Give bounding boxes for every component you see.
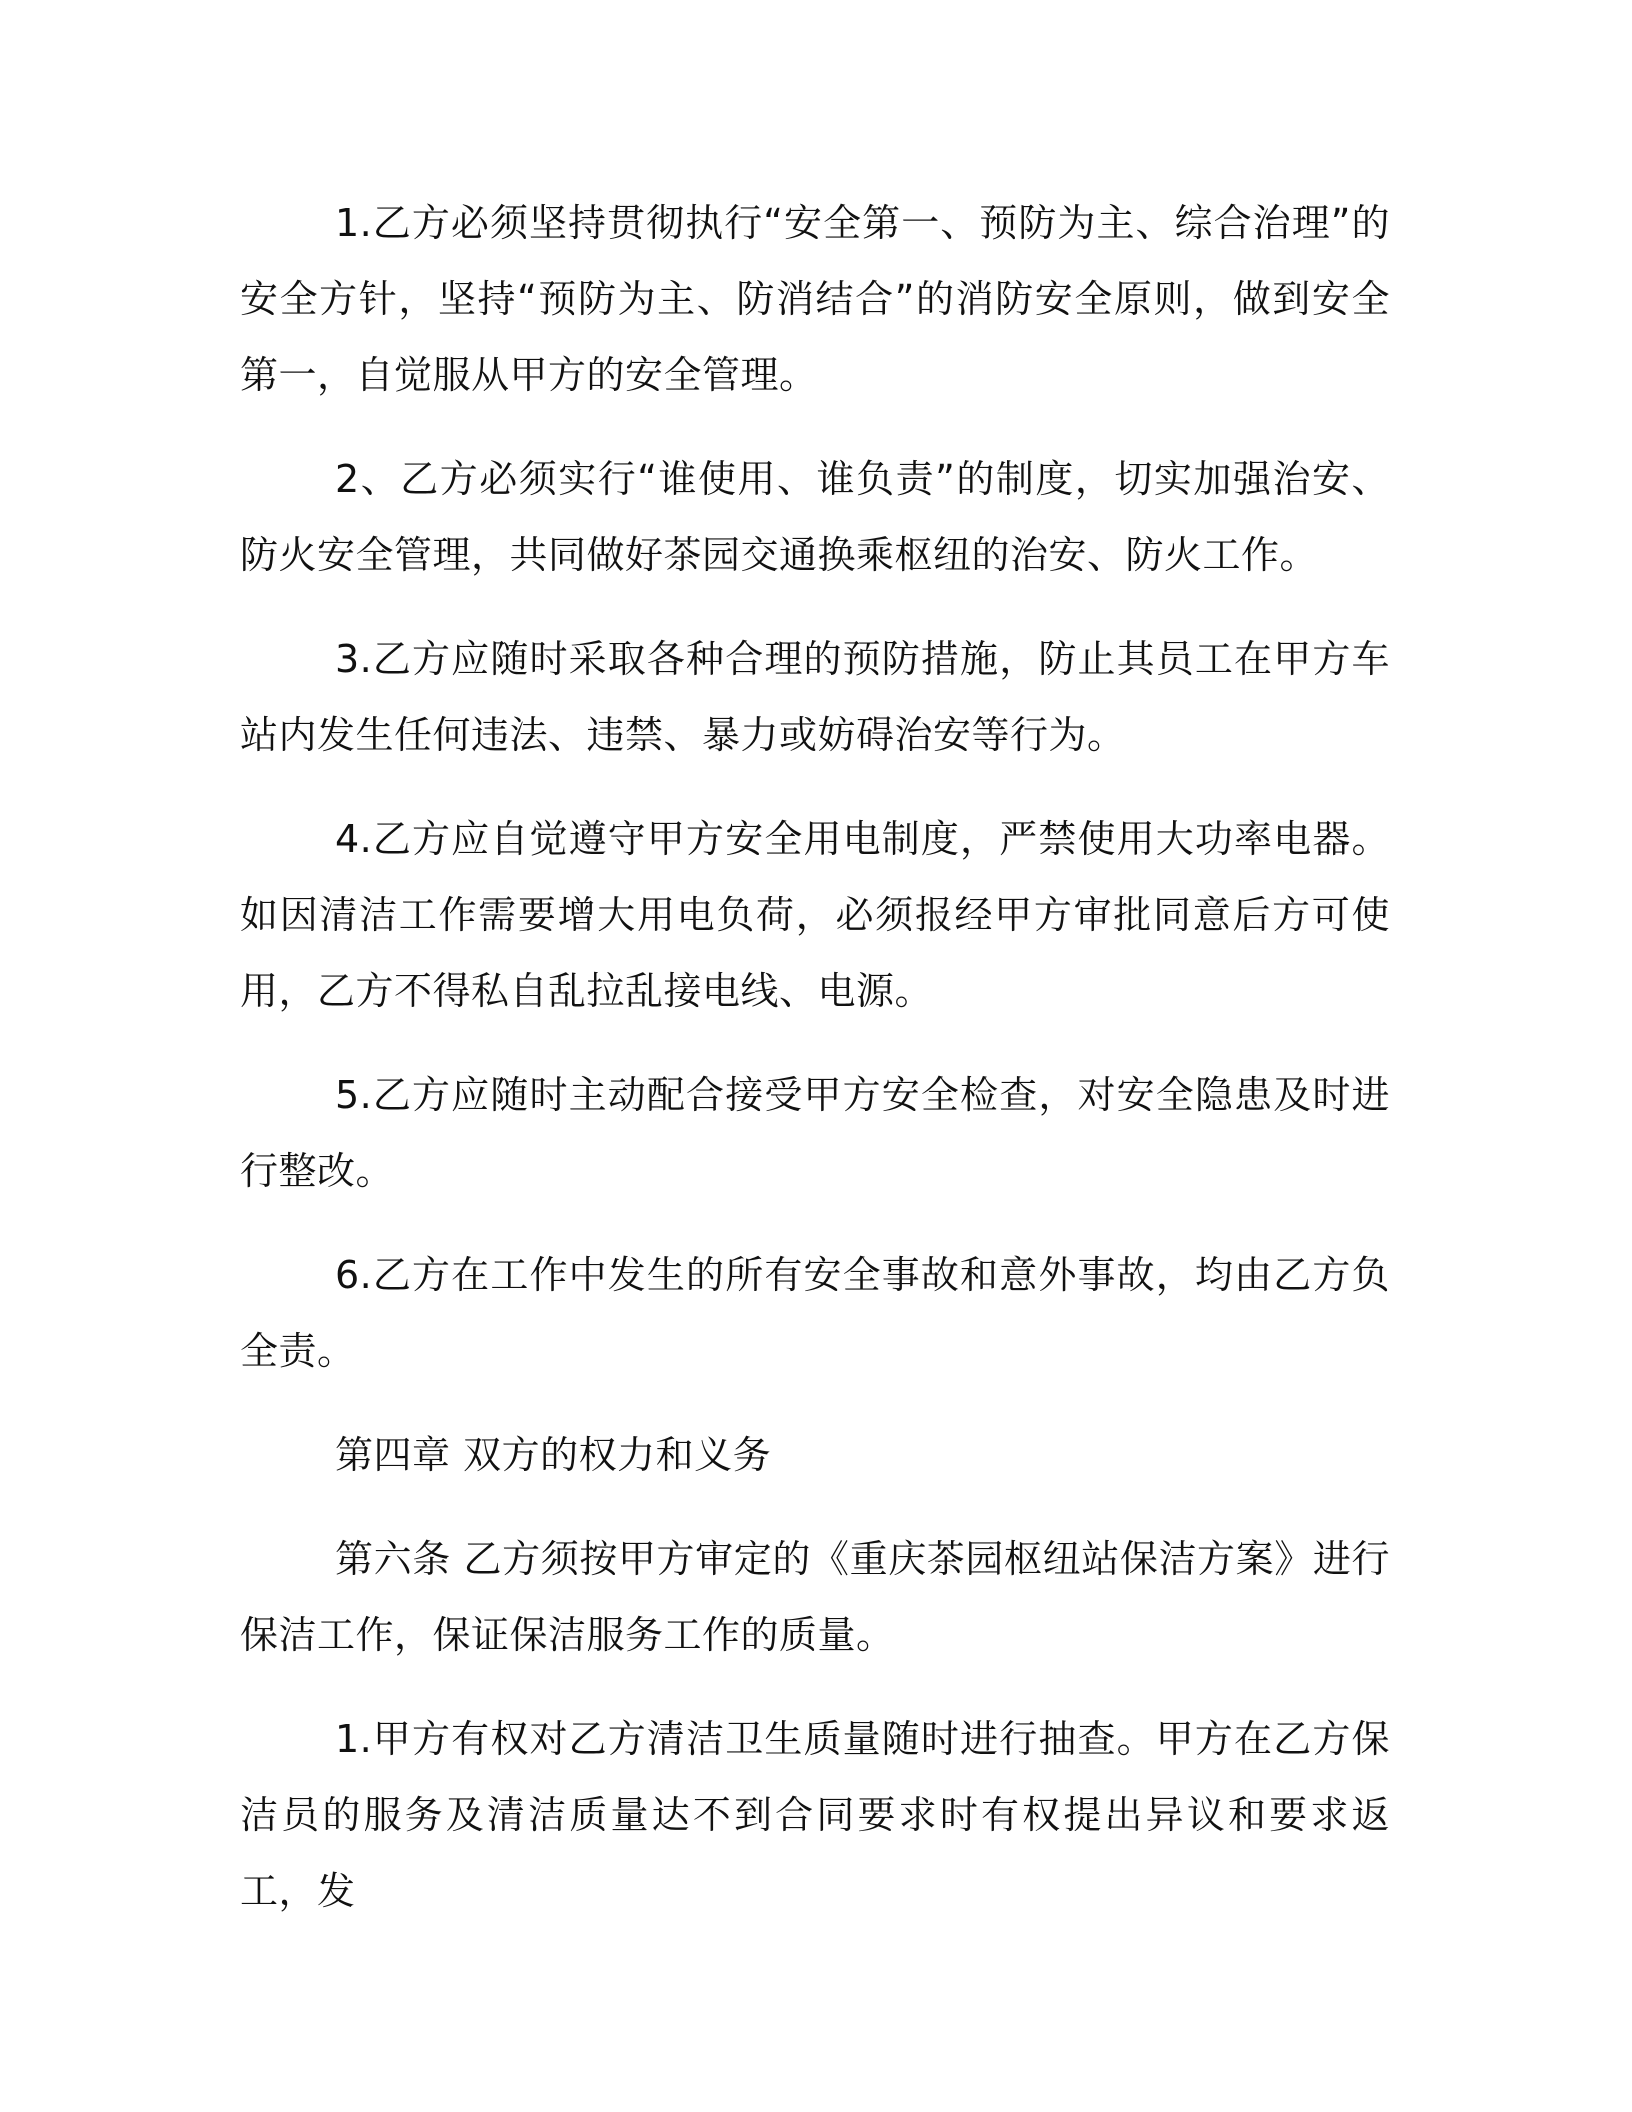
paragraph-prevention-measures: 3.乙方应随时采取各种合理的预防措施，防止其员工在甲方车站内发生任何违法、违禁、暴力或妨碍治安等行为。	[240, 637, 1390, 757]
paragraph-accident-liability: 6.乙方在工作中发生的所有安全事故和意外事故，均由乙方负全责。	[240, 1253, 1390, 1373]
paragraph-responsibility-system: 2、乙方必须实行“谁使用、谁负责”的制度，切实加强治安、防火安全管理，共同做好茶园交通换乘枢纽的治安、防火工作。	[240, 457, 1390, 577]
document-page	[240, 185, 1390, 1957]
paragraph-quality-inspection: 1.甲方有权对乙方清洁卫生质量随时进行抽查。甲方在乙方保洁员的服务及清洁质量达不到合同要求时有权提出异议和要求返工，发	[240, 1717, 1390, 1913]
paragraph-electricity-rules: 4.乙方应自觉遵守甲方安全用电制度，严禁使用大功率电器。如因清洁工作需要增大用电负荷，必须报经甲方审批同意后方可使用，乙方不得私自乱拉乱接电线、电源。	[240, 817, 1390, 1013]
paragraph-safety-inspection: 5.乙方应随时主动配合接受甲方安全检查，对安全隐患及时进 行整改。	[240, 1073, 1390, 1193]
paragraph-article-six: 第六条 乙方须按甲方审定的《重庆茶园枢纽站保洁方案》进行保洁工作，保证保洁服务工作的质量。	[240, 1537, 1390, 1657]
chapter-heading: 第四章 双方的权力和义务	[335, 1433, 772, 1477]
paragraph-safety-policy: 1.乙方必须坚持贯彻执行“安全第一、预防为主、综合治理”的安全方针，坚持“预防为主、防消结合”的消防安全原则，做到安全第一，自觉服从甲方的安全管理。	[240, 201, 1390, 397]
